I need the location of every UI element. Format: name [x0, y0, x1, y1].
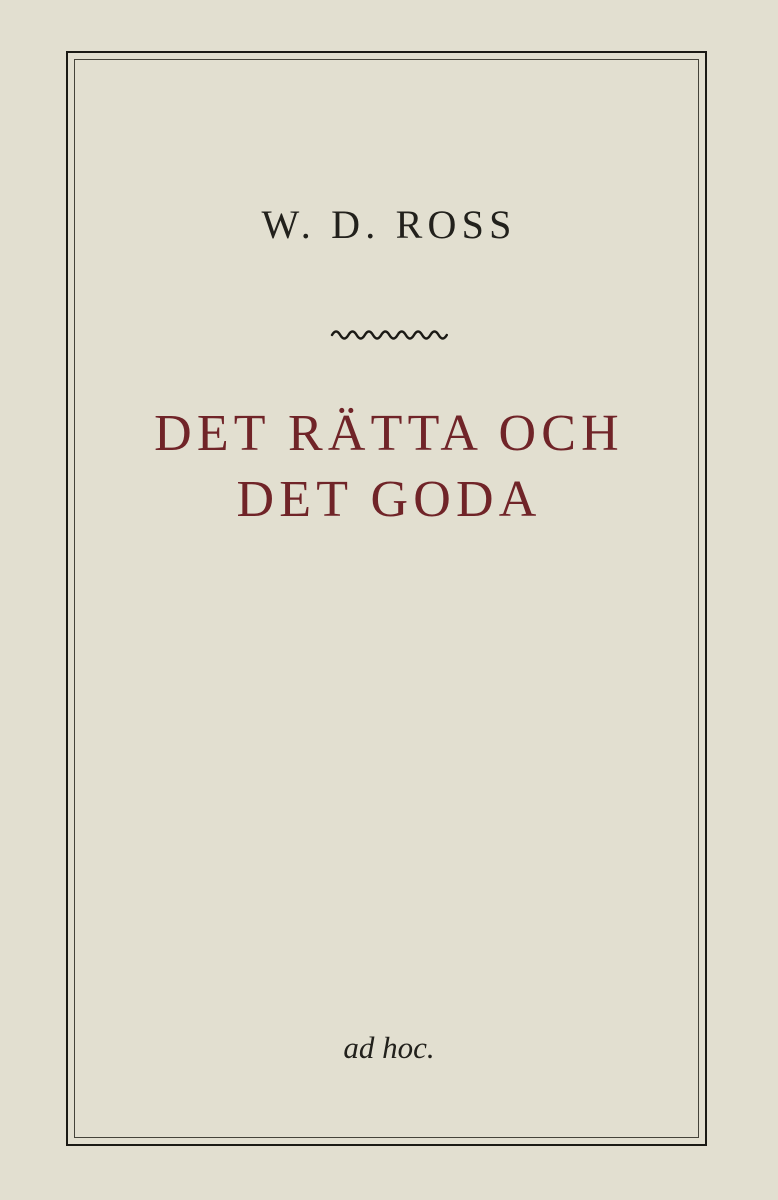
- publisher-mark: ad hoc.: [343, 1030, 435, 1065]
- squiggle-divider-icon: [330, 327, 448, 341]
- author-name: W. D. ROSS: [261, 202, 517, 247]
- book-title-line1: DET RÄTTA OCH: [154, 405, 624, 462]
- book-title-line2: DET GODA: [236, 471, 542, 528]
- book-title: [0, 401, 778, 533]
